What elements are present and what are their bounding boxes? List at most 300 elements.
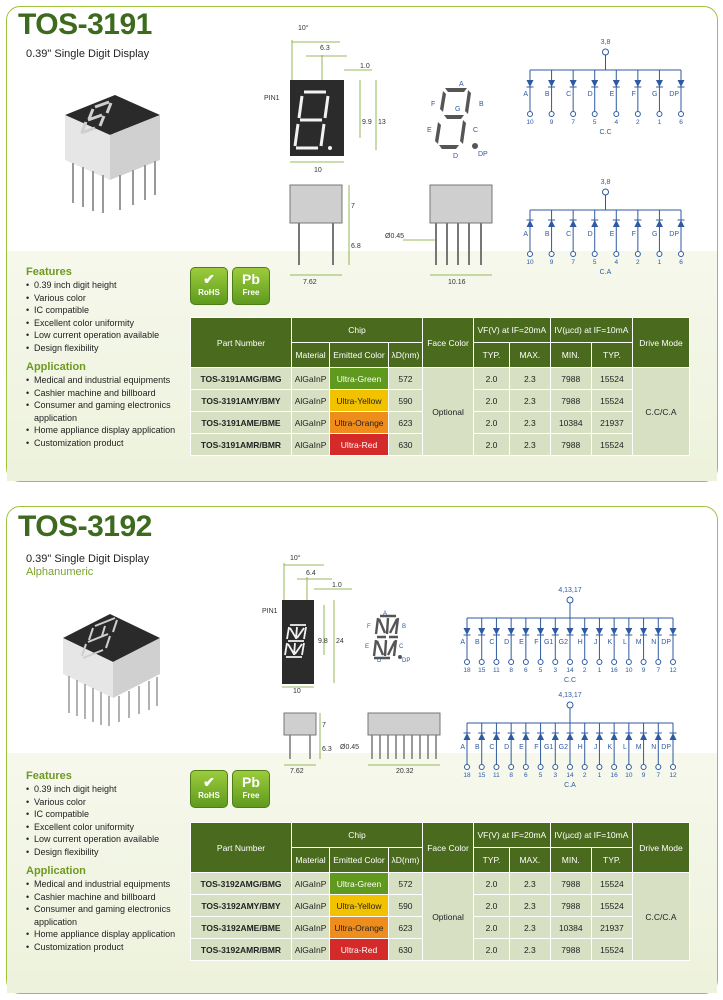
svg-text:7.62: 7.62 [303,279,317,286]
vf-typ: 2.0 [474,412,510,434]
pin-number: 3 [553,667,558,674]
diode-symbol [508,628,515,635]
diode-symbol [670,628,677,635]
segment-label: H [577,639,583,646]
wavelength: 623 [388,917,422,939]
pin-number: 18 [463,772,471,779]
pin-number: 7 [571,119,575,126]
iv-min: 7988 [550,390,591,412]
diode-symbol [478,628,485,635]
vf-typ: 2.0 [474,895,510,917]
vf-max: 2.3 [510,895,551,917]
product-subtitle-alphanumeric: Alphanumeric [26,566,94,578]
segment-label: D [587,91,593,98]
pin-number: 6 [679,119,683,126]
col-subheader: MIN. [550,848,591,873]
segment-label: G1 [543,639,554,646]
segment-label: C [566,91,572,98]
segment-label: D [504,744,510,751]
common-pin-label: 4,13,17 [558,587,582,594]
diode-symbol [678,80,685,87]
diode-symbol [591,80,598,87]
pin-number: 1 [597,772,602,779]
segment-label: C [566,231,572,238]
list-item: • Low current operation available [26,833,196,846]
svg-text:E: E [365,644,370,650]
diode-symbol [596,628,603,635]
col-header-part: Part Number [191,318,292,368]
svg-text:6.8: 6.8 [351,243,361,250]
product-subtitle: 0.39" Single Digit Display [26,553,150,565]
list-item: • Consumer and gaming electronics application [26,903,196,928]
iv-typ: 15524 [591,390,632,412]
iv-typ: 15524 [591,895,632,917]
face-color: Optional [423,873,474,961]
dim-pin1: PIN1 [264,95,280,102]
part-number: TOS-3192AME/BME [191,917,292,939]
svg-text:G: G [455,106,461,113]
emitted-color: Ultra-Green [330,873,389,895]
vf-max: 2.3 [510,917,551,939]
application-heading: Application [26,361,86,373]
circuit-type-label: C.A [599,269,612,276]
diode-symbol [596,733,603,740]
svg-text:A: A [459,81,464,88]
diode-symbol [611,733,618,740]
diode-symbol [464,733,471,740]
list-item: • 0.39 inch digit height [26,783,196,796]
svg-text:B: B [402,624,407,630]
product-photo [55,85,165,215]
features-list [26,279,196,354]
part-number: TOS-3192AMR/BMR [191,939,292,961]
col-header-chip: Chip [292,823,423,848]
diode-symbol [552,733,559,740]
application-heading: Application [26,865,86,877]
side-view-drawing [285,180,505,290]
diode-symbol [527,220,534,227]
pin-number: 11 [493,772,500,779]
part-number: TOS-3192AMY/BMY [191,895,292,917]
circuit-diagram-cc [455,578,685,684]
side-view-drawing [280,705,455,775]
svg-text:A: A [383,611,388,617]
vf-max: 2.3 [510,368,551,390]
table-row [191,873,690,895]
svg-text:7: 7 [351,203,355,210]
material: AlGaInP [292,873,330,895]
col-subheader: Material [292,343,330,368]
diode-symbol [527,80,534,87]
dim-h2: 13 [378,119,386,126]
segment-label: K [607,639,613,646]
emitted-color: Ultra-Red [330,434,389,456]
segment-label: J [593,744,598,751]
pin-number: 10 [526,119,534,126]
segment-label: G [651,231,658,238]
svg-text:10: 10 [293,688,301,695]
col-subheader: Emitted Color [330,848,389,873]
material: AlGaInP [292,939,330,961]
application-list [26,374,196,449]
diode-symbol [548,220,555,227]
svg-text:Ø0.45: Ø0.45 [340,744,360,751]
vf-max: 2.3 [510,939,551,961]
segment-diagram [364,610,412,662]
pin-number: 8 [509,667,513,674]
pin-number: 2 [636,259,640,266]
svg-text:10.16: 10.16 [448,279,466,286]
segment-label: J [593,639,598,646]
diode-symbol [634,80,641,87]
svg-text:D: D [453,153,459,160]
diode-symbol [625,733,632,740]
pin-number: 2 [636,119,640,126]
col-header-face: Face Color [423,318,474,368]
segment-label: N [651,744,657,751]
common-pin-label: 4,13,17 [558,692,582,699]
svg-text:E: E [427,127,432,134]
part-number: TOS-3191AMG/BMG [191,368,292,390]
list-item: • Various color [26,796,196,809]
rohs-badge: ✔ RoHS [190,267,228,305]
circuit-type-label: C.A [564,782,576,789]
vf-max: 2.3 [510,390,551,412]
segment-label: L [622,639,627,646]
col-header-face: Face Color [423,823,474,873]
svg-text:PIN1: PIN1 [262,608,278,615]
col-header-vf: VF(V) at IF=20mA [474,823,551,848]
diode-symbol [656,80,663,87]
diode-symbol [670,733,677,740]
segment-label: A [523,91,528,98]
part-number: TOS-3191AMY/BMY [191,390,292,412]
segment-label: F [534,744,539,751]
segment-label: E [519,639,524,646]
list-item: • Home appliance display application [26,928,196,941]
circuit-diagram-ca [518,170,693,305]
diode-symbol [640,628,647,635]
pin-number: 10 [625,772,633,779]
diode-symbol [570,80,577,87]
svg-text:10°: 10° [290,555,301,562]
segment-label: C [489,639,495,646]
pin-number: 14 [566,667,574,674]
col-header-drive: Drive Mode [633,823,690,873]
segment-label: B [475,744,480,751]
col-subheader: Emitted Color [330,343,389,368]
pin-number: 8 [509,772,513,779]
diode-symbol [548,80,555,87]
segment-label: F [631,231,636,238]
pin-number: 9 [549,259,554,266]
pin-number: 4 [614,119,619,126]
diode-symbol [493,628,500,635]
features-heading: Features [26,266,72,278]
segment-label: D [504,639,510,646]
material: AlGaInP [292,390,330,412]
segment-label: G [651,91,658,98]
part-number: TOS-3191AMR/BMR [191,434,292,456]
pin-number: 9 [641,667,646,674]
svg-text:F: F [431,101,436,108]
drive-mode: C.C/C.A [633,368,690,456]
segment-label: G2 [558,639,568,646]
pin-number: 14 [566,772,574,779]
pin-number: 10 [526,259,534,266]
list-item: • IC compatible [26,808,196,821]
iv-min: 7988 [550,895,591,917]
dim-angle: 10° [298,25,309,32]
diode-symbol [537,733,544,740]
segment-label: B [475,639,480,646]
diode-symbol [581,733,588,740]
wavelength: 590 [388,895,422,917]
material: AlGaInP [292,895,330,917]
pin-number: 6 [679,259,683,266]
spec-table [190,822,690,961]
list-item: • IC compatible [26,304,196,317]
segment-label: DP [661,639,671,646]
pin-number: 3 [553,772,558,779]
segment-label: DP [669,231,679,238]
iv-min: 7988 [550,939,591,961]
product-subtitle: 0.39" Single Digit Display [26,48,150,60]
diode-symbol [567,733,574,740]
iv-min: 7988 [550,873,591,895]
col-subheader: MAX. [510,848,551,873]
pin-number: 12 [669,667,677,674]
col-subheader: Material [292,848,330,873]
wavelength: 630 [388,939,422,961]
pin-number: 9 [549,119,554,126]
iv-typ: 21937 [591,917,632,939]
list-item: • Cashier machine and billboard [26,891,196,904]
pin-number: 5 [538,772,543,779]
list-item: • Customization product [26,941,196,954]
list-item: • Consumer and gaming electronics application [26,399,196,424]
dim-h1: 9.9 [362,119,372,126]
diode-symbol [464,628,471,635]
diode-symbol [613,220,620,227]
list-item: • Cashier machine and billboard [26,387,196,400]
wavelength: 572 [388,368,422,390]
diode-symbol [478,733,485,740]
vf-typ: 2.0 [474,917,510,939]
diode-symbol [591,220,598,227]
dim-d1: 6.3 [320,45,330,52]
wavelength: 623 [388,412,422,434]
pin-number: 15 [478,772,486,779]
iv-typ: 15524 [591,873,632,895]
col-header-iv: IV(µcd) at IF=10mA [550,318,632,343]
list-item: • Excellent color uniformity [26,317,196,330]
spec-table [190,317,690,456]
pin-number: 1 [657,259,662,266]
col-subheader: MIN. [550,343,591,368]
svg-text:6.3: 6.3 [322,746,332,753]
pin-number: 15 [478,667,486,674]
list-item: • Home appliance display application [26,424,196,437]
pin-number: 18 [463,667,471,674]
svg-text:C: C [399,644,404,650]
part-number: TOS-3192AMG/BMG [191,873,292,895]
common-pin-label: 3,8 [600,179,611,186]
diode-symbol [678,220,685,227]
col-header-iv: IV(µcd) at IF=10mA [550,823,632,848]
list-item: • Various color [26,292,196,305]
circuit-diagram-ca [455,683,685,789]
features-list [26,783,196,858]
drive-mode: C.C/C.A [633,873,690,961]
vf-max: 2.3 [510,412,551,434]
segment-label: DP [669,91,679,98]
svg-text:7: 7 [322,722,326,729]
diode-symbol [522,733,529,740]
segment-label: B [544,91,550,98]
diode-symbol [625,628,632,635]
pin-number: 12 [669,772,677,779]
material: AlGaInP [292,368,330,390]
diode-symbol [613,80,620,87]
wavelength: 630 [388,434,422,456]
col-header-chip: Chip [292,318,423,343]
iv-min: 7988 [550,368,591,390]
col-subheader: TYP. [591,343,632,368]
svg-text:DP: DP [478,151,488,158]
svg-text:Ø0.45: Ø0.45 [385,233,405,240]
segment-label: E [609,231,615,238]
diode-symbol [611,628,618,635]
segment-label: K [607,744,613,751]
emitted-color: Ultra-Red [330,939,389,961]
svg-text:20.32: 20.32 [396,768,414,775]
segment-label: E [519,744,524,751]
col-header-drive: Drive Mode [633,318,690,368]
vf-typ: 2.0 [474,939,510,961]
emitted-color: Ultra-Orange [330,412,389,434]
part-number: TOS-3191AME/BME [191,412,292,434]
pin-number: 4 [614,259,619,266]
segment-label: F [534,639,539,646]
pin-number: 2 [582,667,587,674]
pin-number: 5 [592,119,597,126]
emitted-color: Ultra-Green [330,368,389,390]
pin-number: 6 [524,772,528,779]
pin-number: 1 [657,119,662,126]
diode-symbol [552,628,559,635]
segment-label: G1 [543,744,554,751]
list-item: • Excellent color uniformity [26,821,196,834]
diode-symbol [634,220,641,227]
diode-symbol [655,628,662,635]
list-item: • Low current operation available [26,329,196,342]
iv-typ: 15524 [591,939,632,961]
pin-number: 5 [538,667,543,674]
segment-label: D [587,231,593,238]
pin-number: 10 [625,667,633,674]
pin-number: 16 [610,772,618,779]
vf-typ: 2.0 [474,390,510,412]
diode-symbol [493,733,500,740]
iv-min: 10384 [550,917,591,939]
col-subheader: TYP. [474,848,510,873]
vf-typ: 2.0 [474,873,510,895]
diode-symbol [570,220,577,227]
emitted-color: Ultra-Yellow [330,390,389,412]
svg-text:C: C [473,127,479,134]
circuit-type-label: C.C [563,677,577,684]
rohs-badge: ✔ RoHS [190,770,228,808]
product-title: TOS-3192 [18,510,152,543]
pin-number: 7 [656,667,661,674]
svg-text:9.8: 9.8 [318,638,328,645]
segment-label: A [460,639,465,646]
svg-text:24: 24 [336,638,344,645]
svg-text:7.62: 7.62 [290,768,304,775]
segment-label: F [631,91,636,98]
circuit-type-label: C.C [599,129,612,136]
iv-typ: 21937 [591,412,632,434]
diode-symbol [656,220,663,227]
iv-typ: 15524 [591,368,632,390]
segment-label: E [609,91,615,98]
pin-number: 7 [571,259,575,266]
pin-number: 5 [592,259,597,266]
emitted-color: Ultra-Yellow [330,895,389,917]
svg-text:1.0: 1.0 [332,582,342,589]
diode-symbol [581,628,588,635]
pin-number: 6 [524,667,528,674]
iv-min: 10384 [550,412,591,434]
col-header-part: Part Number [191,823,292,873]
segment-label: H [577,744,583,751]
product-title: TOS-3191 [18,8,152,41]
segment-label: L [622,744,627,751]
pb-free-badge: Pb Free [232,267,270,305]
segment-label: DP [661,744,671,751]
face-color: Optional [423,368,474,456]
dimension-drawing-front [262,20,397,180]
material: AlGaInP [292,412,330,434]
list-item: • Medical and industrial equipments [26,374,196,387]
pin-number: 7 [656,772,661,779]
pin-number: 1 [597,667,602,674]
wavelength: 590 [388,390,422,412]
list-item: • 0.39 inch digit height [26,279,196,292]
iv-min: 7988 [550,434,591,456]
circuit-diagram-cc [518,30,693,170]
vf-max: 2.3 [510,434,551,456]
pin-number: 16 [610,667,618,674]
dim-d2: 1.0 [360,63,370,70]
list-item: • Design flexibility [26,846,196,859]
vf-max: 2.3 [510,873,551,895]
segment-label: G2 [558,744,568,751]
segment-label: A [523,231,528,238]
segment-label: M [635,744,642,751]
segment-label: A [460,744,465,751]
emitted-color: Ultra-Orange [330,917,389,939]
dim-w: 10 [314,167,322,174]
segment-label: N [651,639,657,646]
list-item: • Customization product [26,437,196,450]
diode-symbol [537,628,544,635]
svg-text:DP: DP [402,658,411,664]
common-pin-label: 3,8 [600,39,611,46]
segment-label: C [489,744,495,751]
svg-text:D: D [377,658,382,664]
